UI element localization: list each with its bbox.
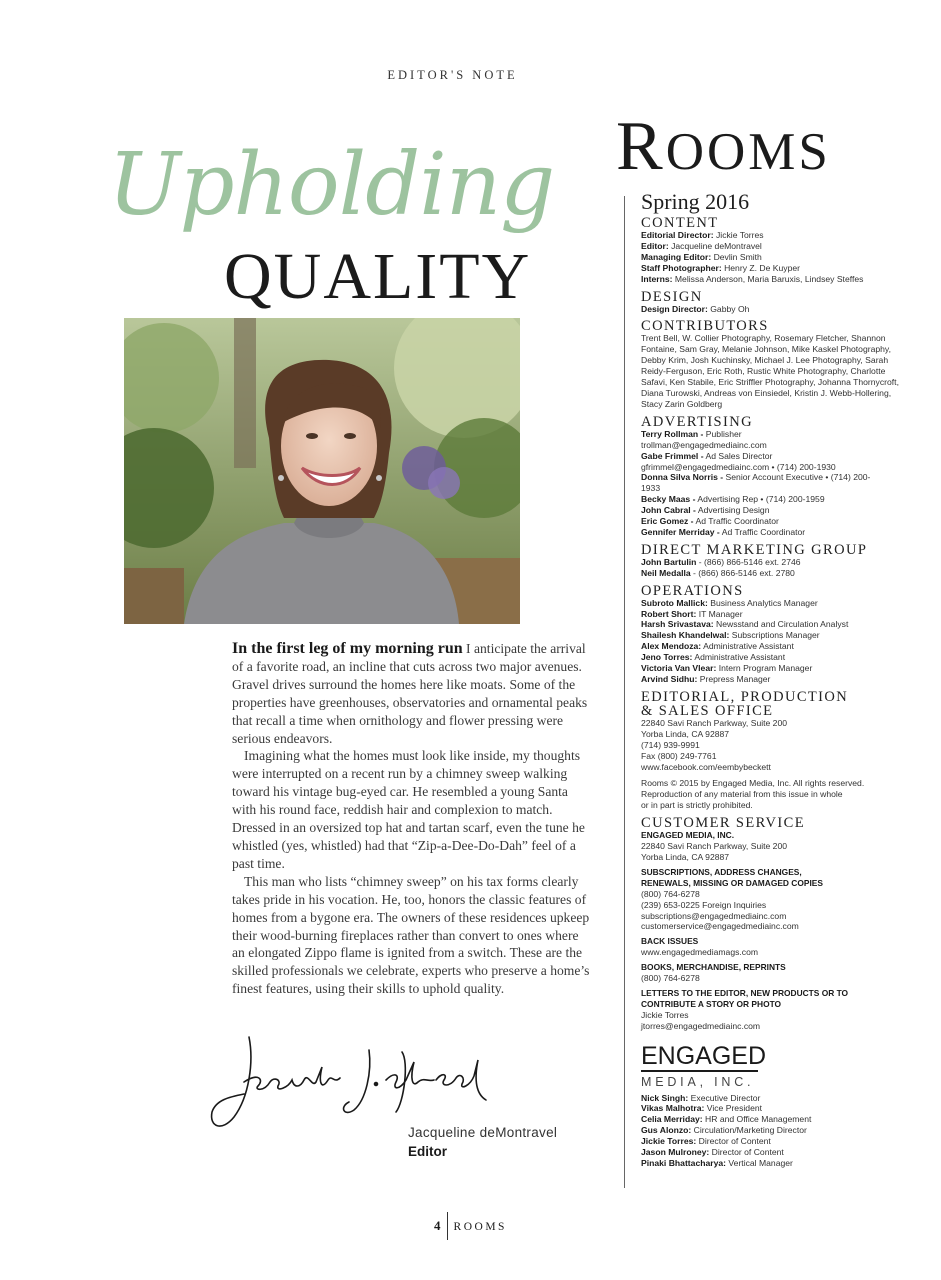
staff-line: Alex Mendoza: Administrative Assistant [641,641,794,652]
editorial-office-heading: EDITORIAL, PRODUCTION & SALES OFFICE [641,688,849,719]
staff-line: Shailesh Khandelwal: Subscriptions Manager [641,630,820,641]
staff-line: Nick Singh: Executive Director [641,1092,761,1103]
contributors-line: Stacy Zarin Goldberg [641,398,723,409]
staff-line: Celia Merriday: HR and Office Management [641,1114,812,1125]
copyright-notice: Rooms © 2015 by Engaged Media, Inc. All rights reserved. Reproduction of any material from this issue in whole or in part is strictly prohibited. [641,778,865,811]
masthead-logo-rest: OOMS [665,123,831,181]
staff-line: gfrimmel@engagedmediainc.com • (714) 200-1930 [641,461,836,472]
contributors-list [641,333,903,409]
masthead-logo-cap: R [616,108,666,185]
editor-signature [204,1022,494,1142]
article-paragraph-1-text: I anticipate the arrival of a favorite road, an incline that cuts across two major avenues. Gravel drives surround the homes here like moats. Some of the properties have greenhouses, observatories and ornamental peaks that recall a time when ornithology and flower pressing were serious endeavors. [232,641,588,746]
subscriptions-email[interactable]: subscriptions@engagedmediainc.com [641,910,787,921]
staff-line: Eric Gomez - Ad Traffic Coordinator [641,516,779,527]
article-lead: In the first leg of my morning run [232,640,463,657]
books-heading: BOOKS, MERCHANDISE, REPRINTS [641,962,786,973]
article-body [232,640,590,998]
staff-line: Gus Alonzo: Circulation/Marketing Director [641,1125,807,1136]
staff-line: Subroto Mallick: Business Analytics Manager [641,597,818,608]
back-issues-link[interactable]: www.engagedmediamags.com [641,947,759,958]
advertising-list [641,429,903,538]
contributors-line: Trent Bell, W. Collier Photography, Rosemary Fletcher, Shannon [641,333,886,344]
editorial-office-address: 22840 Savi Ranch Parkway, Suite 200 Yorba Linda, CA 92887 (714) 939-9991 Fax (800) 249-7761 www.facebook.com/eembybeckett [641,718,903,773]
back-issues-heading: BACK ISSUES [641,936,699,947]
staff-line: Jeno Torres: Administrative Assistant [641,652,786,663]
operations-list [641,598,903,685]
contributors-heading: CONTRIBUTORS [641,318,769,335]
company-name: ENGAGED MEDIA, INC. [641,830,735,841]
subscriptions-heading: SUBSCRIPTIONS, ADDRESS CHANGES, RENEWALS, MISSING OR DAMAGED COPIES [641,866,823,888]
staff-line: Donna Silva Norris - Senior Account Executive • (714) 200- [641,472,871,483]
masthead-divider [624,196,625,1188]
engaged-logo-sub: MEDIA, INC. [641,1074,755,1089]
content-list [641,230,903,285]
editor-portrait-photo [124,318,520,624]
article-paragraph-2: Imagining what the homes must look like inside, my thoughts were interrupted on a recent run by a chimney sweep walking toward his vintage bug-eyed car. He resembled a young Santa with his round face, reddish hair and complexion to match. Dressed in an oversized top hat and tartan scarf, even the tune he whistled (yes, whistled) had that “Zip-a-Dee-Do-Dah” feel of a past time. [232,748,585,871]
section-label: EDITOR'S NOTE [387,68,518,82]
staff-line: 1933 [641,483,661,494]
advertising-heading: ADVERTISING [641,413,753,430]
engaged-logo-bar [641,1070,758,1072]
staff-line: Managing Editor: Devlin Smith [641,251,762,262]
issue-date: Spring 2016 [641,189,750,214]
staff-line: Robert Short: IT Manager [641,608,743,619]
staff-line: Harsh Srivastava: Newsstand and Circulation Analyst [641,619,849,630]
staff-line: Pinaki Bhattacharya: Vertical Manager [641,1158,793,1168]
signer-name: Jacqueline deMontravel [408,1125,558,1140]
facebook-link[interactable]: www.facebook.com/eembybeckett [641,761,771,772]
letters-email[interactable]: jtorres@engagedmediainc.com [641,1020,761,1031]
article-paragraph-3: This man who lists “chimney sweep” on his tax forms clearly takes pride in his vocation. He, too, honors the classic features of homes from a bygone era. The owners of these residences upkeep their wood-burning fireplaces rather than convert to ones where an elongated Zippo flame is ignited from a switch. These are the skilled professionals we celebrate, experts who preserve a home’s finest features, using their skills to uphold quality. [232,873,590,997]
staff-line: Interns: Melissa Anderson, Maria Baruxis, Lindsey Steffes [641,273,864,284]
staff-line: Becky Maas - Advertising Rep • (714) 200-1959 [641,494,825,505]
contributors-line: Fontaine, Sam Gray, Melanie Johnson, Mike Kaskel Photography, [641,344,891,355]
staff-line: trollman@engagedmediainc.com [641,439,767,450]
staff-line: John Bartulin - (866) 866-5146 ext. 2746 [641,556,801,567]
staff-line: Editorial Director: Jickie Torres [641,230,764,240]
headline-script: Upholding [108,135,555,235]
contributors-line: Reidy-Ferguson, Eric Roth, Rustic White Photography, Charlotte [641,366,886,377]
contributors-line: Safavi, Ken Stabile, Eric Striffler Photography, Johanna Thornycroft, [641,377,899,388]
page-footer [0,1212,941,1240]
staff-line: Jason Mulroney: Director of Content [641,1147,784,1158]
staff-line: Design Director: Gabby Oh [641,303,750,314]
portrait-illustration [124,318,520,624]
contributors-line: Debby Krim, Josh Kuchinsky, Michael J. Lee Photography, Sarah [641,355,889,366]
signer-title: Editor [408,1144,447,1159]
staff-line: Staff Photographer: Henry Z. De Kuyper [641,262,801,273]
staff-line: Terry Rollman - Publisher [641,428,742,439]
design-heading: DESIGN [641,288,703,305]
staff-line: Arvind Sidhu: Prepress Manager [641,674,771,684]
operations-heading: OPERATIONS [641,582,744,599]
staff-line: Gennifer Merriday - Ad Traffic Coordinator [641,526,806,537]
contributors-line: Diana Turowski, Andreas von Einsiedel, Kristin J. Webb-Hollering, [641,387,892,398]
staff-line: Neil Medalla - (866) 866-5146 ext. 2780 [641,567,795,578]
staff-line: Editor: Jacqueline deMontravel [641,240,762,251]
article-paragraph-1 [232,640,590,747]
staff-line: Jickie Torres: Director of Content [641,1136,771,1147]
engaged-media-logo [641,1041,903,1089]
footer-magazine-name: ROOMS [453,1220,507,1233]
staff-line: Vikas Malhotra: Vice President [641,1103,763,1114]
headline-main: QUALITY [224,240,532,313]
masthead-logo [616,108,831,185]
page-number: 4 [434,1217,441,1233]
customer-service-email[interactable]: customerservice@engagedmediainc.com [641,921,799,932]
engaged-staff-list [641,1093,903,1169]
direct-marketing-heading: DIRECT MARKETING GROUP [641,541,868,558]
customer-service-heading: CUSTOMER SERVICE [641,815,805,832]
masthead: Spring 2016 CONTENT Editorial Director: Jickie Torres Editor: Jacqueline deMontravel Managing Editor: Devlin Smith Staff Photographer: Henry Z. De Kuyper Interns: Melissa Anderson, Maria Baruxis, Lindsey Steffes DESIGN Design Director: Gabby Oh CONTRIBUTORS Trent Bell, W. Collier Photography, Rosemary Fletcher, Shannon Fontaine, Sam Gray, Melanie Johnson, Mike Kaskel Photography, Debby Krim, Josh Kuchinsky, Michael J. Lee Photography, Sarah Reidy-Ferguson, Eric Roth, Rustic White Photography, Charlotte Safavi, Ken Stabile, Eric Striffler Photography, Johanna Thornycroft, Diana Turowski, Andreas von Einsiedel, Kristin J. Webb-Hollering, Stacy Zarin Goldberg ADVERTISING Terry Rollman - Publisher trollman@engagedmediainc.com Gabe Frimmel - Ad Sales Director gfrimmel@engagedmediainc.com • (714) 200-1930 Donna Silva Norris - Senior Account Executive • (714) 200- 1933 Becky Maas - Advertising Rep • (714) 200-1959 John Cabral - Advertising Design Eric Gomez - Ad Traffic Coordinator Gennifer Merriday - Ad Traffic Coordinator DIRECT MARKETING GROUP John Bartulin - (866) 866-5146 ext. 2746 Neil Medalla - (866) 866-5146 ext. 2780 OPERATIONS Subroto Mallick: Business Analytics Manager Robert Short: IT Manager Harsh Srivastava: Newsstand and Circulation Analyst Shailesh Khandelwal: Subscriptions Manager Alex Mendoza: Administrative Assistant Jeno Torres: Administrative Assistant Victoria Van Vlear: Intern Program Manager Arvind Sidhu: Prepress Manager EDITORIAL, PRODUCTION & SALES OFFICE 22840 Savi Ranch Parkway, Suite 200 Yorba Linda, CA 92887 (714) 939-9991 Fax (800) 249-7761 www.facebook.com/eembybeckett Rooms © 2015 by Engaged Media, Inc. All rights reserved. Reproduction of any material from this issue in whole or in part is strictly prohibited. CUSTOMER SERVICE ENGAGED MEDIA, INC. 22840 Savi Ranch Parkway, Suite 200 Yorba Linda, CA 92887 SUBSCRIPTIONS, ADDRESS CHANGES, RENEWALS, MISSING OR DAMAGED COPIES (800) 764-6278 (239) 653-0225 Foreign Inquiries subscriptions@engagedmediainc.com customerservice@engagedmediainc.com BACK ISSUES www.engagedmediamags.com BOOKS, MERCHANDISE, REPRINTS (800) 764-6278 LETTERS TO THE EDITOR, NEW PRODUCTS OR TO CONTRIBUTE A STORY OR PHOTO Jickie Torres jtorres@engagedmediainc.com ENGAGED MEDIA, INC. Nick Singh: Executive Director Vikas Malhotra: Vice President Celia Merriday: HR and Office Management Gus Alonzo: Circulation/Marketing Director Jickie Torres: Director of Content Jason Mulroney: Director of Content Pinaki Bhattacharya: Vertical Manager [641,189,903,1169]
letters-heading: LETTERS TO THE EDITOR, NEW PRODUCTS OR TO CONTRIBUTE A STORY OR PHOTO [641,987,849,1009]
staff-line: Gabe Frimmel - Ad Sales Director [641,450,773,461]
engaged-logo-word: ENGAGED [641,1041,767,1070]
staff-line: Victoria Van Vlear: Intern Program Manager [641,663,813,674]
content-heading: CONTENT [641,215,719,231]
staff-line: John Cabral - Advertising Design [641,505,770,516]
